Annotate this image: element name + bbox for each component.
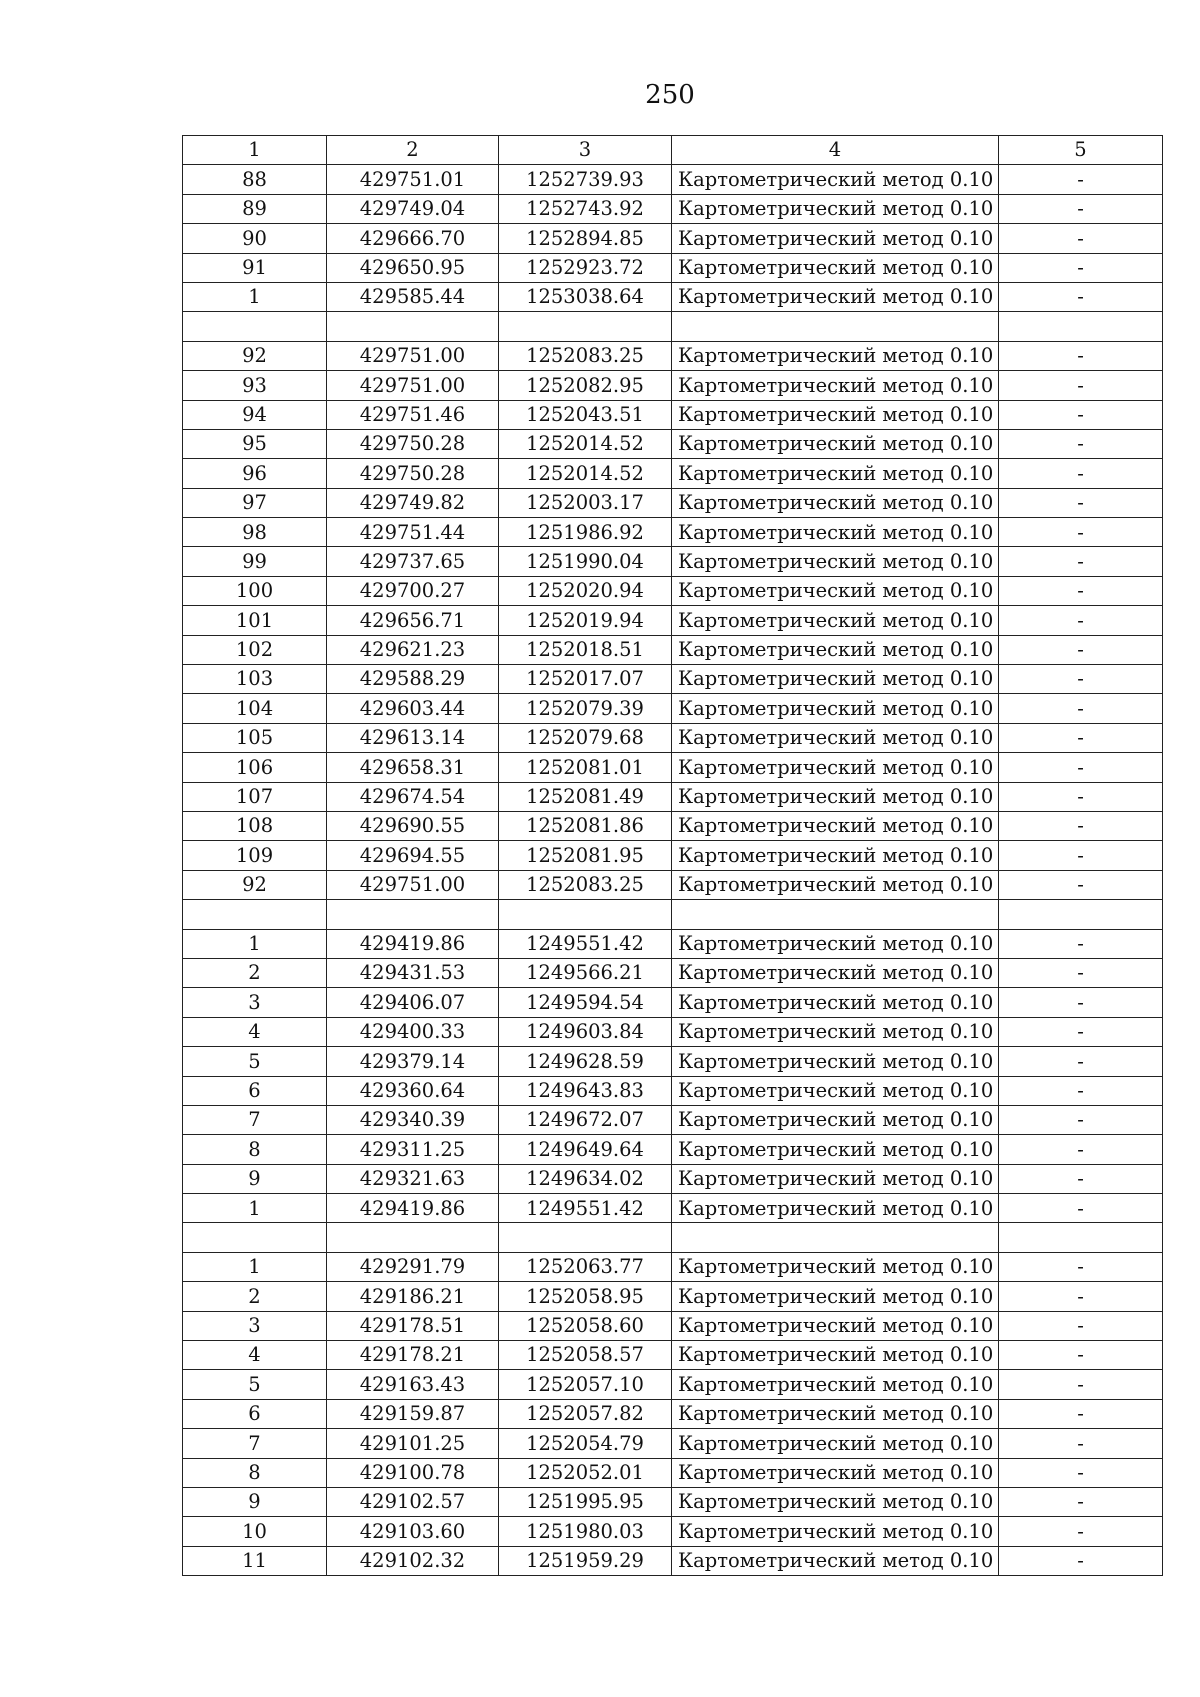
y-coordinate-cell: 1252054.79 <box>499 1429 672 1458</box>
method-cell: Картометрический метод 0.10 <box>672 1517 999 1546</box>
note-cell <box>999 1223 1163 1252</box>
y-coordinate-cell: 1252014.52 <box>499 429 672 458</box>
note-cell: - <box>999 341 1163 370</box>
point-number-cell: 7 <box>183 1429 327 1458</box>
table-row <box>183 576 1163 605</box>
y-coordinate-cell: 1252052.01 <box>499 1458 672 1487</box>
y-coordinate-cell: 1251959.29 <box>499 1546 672 1575</box>
point-number-cell: 6 <box>183 1076 327 1105</box>
method-cell: Картометрический метод 0.10 <box>672 194 999 223</box>
method-cell: Картометрический метод 0.10 <box>672 1370 999 1399</box>
table-row <box>183 1311 1163 1340</box>
x-coordinate-cell: 429431.53 <box>327 958 499 987</box>
method-cell: Картометрический метод 0.10 <box>672 547 999 576</box>
x-coordinate-cell: 429419.86 <box>327 929 499 958</box>
table-row <box>183 635 1163 664</box>
y-coordinate-cell: 1249672.07 <box>499 1105 672 1134</box>
point-number-cell: 5 <box>183 1047 327 1076</box>
x-coordinate-cell: 429340.39 <box>327 1105 499 1134</box>
method-cell: Картометрический метод 0.10 <box>672 1311 999 1340</box>
x-coordinate-cell: 429737.65 <box>327 547 499 576</box>
note-cell: - <box>999 1429 1163 1458</box>
method-cell: Картометрический метод 0.10 <box>672 1017 999 1046</box>
point-number-cell <box>183 900 327 929</box>
column-header: 5 <box>999 136 1163 165</box>
table-row <box>183 694 1163 723</box>
method-cell: Картометрический метод 0.10 <box>672 665 999 694</box>
point-number-cell: 9 <box>183 1487 327 1516</box>
table-row <box>183 929 1163 958</box>
x-coordinate-cell: 429690.55 <box>327 811 499 840</box>
column-header: 3 <box>499 136 672 165</box>
table-header-row <box>183 136 1163 165</box>
method-cell: Картометрический метод 0.10 <box>672 1164 999 1193</box>
note-cell: - <box>999 165 1163 194</box>
y-coordinate-cell: 1249594.54 <box>499 988 672 1017</box>
method-cell: Картометрический метод 0.10 <box>672 459 999 488</box>
y-coordinate-cell: 1252083.25 <box>499 341 672 370</box>
table-row <box>183 665 1163 694</box>
x-coordinate-cell: 429100.78 <box>327 1458 499 1487</box>
point-number-cell: 107 <box>183 782 327 811</box>
method-cell: Картометрический метод 0.10 <box>672 1105 999 1134</box>
x-coordinate-cell: 429102.57 <box>327 1487 499 1516</box>
table-row <box>183 606 1163 635</box>
note-cell: - <box>999 694 1163 723</box>
note-cell: - <box>999 811 1163 840</box>
method-cell: Картометрический метод 0.10 <box>672 282 999 311</box>
note-cell: - <box>999 429 1163 458</box>
y-coordinate-cell: 1249551.42 <box>499 1194 672 1223</box>
point-number-cell: 94 <box>183 400 327 429</box>
point-number-cell <box>183 1223 327 1252</box>
note-cell: - <box>999 782 1163 811</box>
y-coordinate-cell: 1252063.77 <box>499 1252 672 1281</box>
y-coordinate-cell: 1249628.59 <box>499 1047 672 1076</box>
point-number-cell: 104 <box>183 694 327 723</box>
x-coordinate-cell: 429749.82 <box>327 488 499 517</box>
x-coordinate-cell: 429749.04 <box>327 194 499 223</box>
table-row <box>183 1194 1163 1223</box>
x-coordinate-cell: 429603.44 <box>327 694 499 723</box>
note-cell: - <box>999 1047 1163 1076</box>
method-cell: Картометрический метод 0.10 <box>672 576 999 605</box>
column-header: 1 <box>183 136 327 165</box>
table-row <box>183 1076 1163 1105</box>
point-number-cell: 92 <box>183 341 327 370</box>
x-coordinate-cell: 429400.33 <box>327 1017 499 1046</box>
x-coordinate-cell: 429101.25 <box>327 1429 499 1458</box>
table-row <box>183 1370 1163 1399</box>
x-coordinate-cell: 429674.54 <box>327 782 499 811</box>
y-coordinate-cell <box>499 900 672 929</box>
table-row <box>183 723 1163 752</box>
x-coordinate-cell: 429658.31 <box>327 753 499 782</box>
x-coordinate-cell: 429311.25 <box>327 1135 499 1164</box>
table-row <box>183 811 1163 840</box>
y-coordinate-cell: 1252081.49 <box>499 782 672 811</box>
point-number-cell: 6 <box>183 1399 327 1428</box>
y-coordinate-cell: 1249634.02 <box>499 1164 672 1193</box>
y-coordinate-cell: 1251986.92 <box>499 518 672 547</box>
note-cell: - <box>999 1517 1163 1546</box>
point-number-cell: 101 <box>183 606 327 635</box>
x-coordinate-cell: 429419.86 <box>327 1194 499 1223</box>
method-cell <box>672 900 999 929</box>
y-coordinate-cell: 1252017.07 <box>499 665 672 694</box>
table-row <box>183 753 1163 782</box>
table-row <box>183 900 1163 929</box>
y-coordinate-cell: 1252057.10 <box>499 1370 672 1399</box>
note-cell: - <box>999 576 1163 605</box>
x-coordinate-cell: 429751.01 <box>327 165 499 194</box>
table-row <box>183 958 1163 987</box>
x-coordinate-cell: 429650.95 <box>327 253 499 282</box>
point-number-cell: 3 <box>183 988 327 1017</box>
x-coordinate-cell: 429186.21 <box>327 1282 499 1311</box>
note-cell: - <box>999 665 1163 694</box>
note-cell: - <box>999 400 1163 429</box>
point-number-cell: 11 <box>183 1546 327 1575</box>
table-row <box>183 1546 1163 1575</box>
table-row <box>183 1341 1163 1370</box>
y-coordinate-cell: 1252743.92 <box>499 194 672 223</box>
point-number-cell: 1 <box>183 1252 327 1281</box>
y-coordinate-cell: 1249643.83 <box>499 1076 672 1105</box>
point-number-cell: 97 <box>183 488 327 517</box>
point-number-cell: 93 <box>183 371 327 400</box>
method-cell: Картометрический метод 0.10 <box>672 341 999 370</box>
point-number-cell: 89 <box>183 194 327 223</box>
note-cell: - <box>999 194 1163 223</box>
point-number-cell: 4 <box>183 1341 327 1370</box>
y-coordinate-cell: 1252923.72 <box>499 253 672 282</box>
point-number-cell: 8 <box>183 1458 327 1487</box>
point-number-cell: 88 <box>183 165 327 194</box>
note-cell: - <box>999 635 1163 664</box>
table-row <box>183 1399 1163 1428</box>
y-coordinate-cell: 1252014.52 <box>499 459 672 488</box>
table-row <box>183 1047 1163 1076</box>
note-cell: - <box>999 1017 1163 1046</box>
y-coordinate-cell <box>499 312 672 341</box>
note-cell: - <box>999 929 1163 958</box>
y-coordinate-cell: 1252019.94 <box>499 606 672 635</box>
page-number: 250 <box>645 80 695 110</box>
note-cell: - <box>999 841 1163 870</box>
x-coordinate-cell <box>327 900 499 929</box>
y-coordinate-cell: 1249551.42 <box>499 929 672 958</box>
point-number-cell: 91 <box>183 253 327 282</box>
table-row <box>183 341 1163 370</box>
y-coordinate-cell: 1252083.25 <box>499 870 672 899</box>
column-header: 2 <box>327 136 499 165</box>
point-number-cell: 102 <box>183 635 327 664</box>
point-number-cell: 2 <box>183 1282 327 1311</box>
note-cell: - <box>999 1135 1163 1164</box>
method-cell <box>672 312 999 341</box>
x-coordinate-cell: 429360.64 <box>327 1076 499 1105</box>
table-row <box>183 224 1163 253</box>
note-cell: - <box>999 488 1163 517</box>
y-coordinate-cell: 1252079.68 <box>499 723 672 752</box>
table-row <box>183 194 1163 223</box>
note-cell: - <box>999 1458 1163 1487</box>
note-cell: - <box>999 371 1163 400</box>
point-number-cell: 5 <box>183 1370 327 1399</box>
method-cell: Картометрический метод 0.10 <box>672 518 999 547</box>
table-row <box>183 870 1163 899</box>
note-cell: - <box>999 1311 1163 1340</box>
x-coordinate-cell: 429621.23 <box>327 635 499 664</box>
point-number-cell: 109 <box>183 841 327 870</box>
y-coordinate-cell: 1252081.95 <box>499 841 672 870</box>
method-cell: Картометрический метод 0.10 <box>672 488 999 517</box>
table-row <box>183 459 1163 488</box>
note-cell: - <box>999 518 1163 547</box>
x-coordinate-cell: 429750.28 <box>327 459 499 488</box>
table-row <box>183 1135 1163 1164</box>
y-coordinate-cell: 1249603.84 <box>499 1017 672 1046</box>
method-cell: Картометрический метод 0.10 <box>672 606 999 635</box>
table-row <box>183 988 1163 1017</box>
note-cell: - <box>999 1487 1163 1516</box>
method-cell: Картометрический метод 0.10 <box>672 958 999 987</box>
x-coordinate-cell <box>327 1223 499 1252</box>
x-coordinate-cell: 429178.51 <box>327 1311 499 1340</box>
x-coordinate-cell: 429751.00 <box>327 341 499 370</box>
table-row <box>183 1517 1163 1546</box>
method-cell: Картометрический метод 0.10 <box>672 1252 999 1281</box>
point-number-cell: 106 <box>183 753 327 782</box>
y-coordinate-cell <box>499 1223 672 1252</box>
y-coordinate-cell: 1249649.64 <box>499 1135 672 1164</box>
point-number-cell: 92 <box>183 870 327 899</box>
table-row <box>183 841 1163 870</box>
table-row <box>183 371 1163 400</box>
method-cell: Картометрический метод 0.10 <box>672 782 999 811</box>
x-coordinate-cell: 429178.21 <box>327 1341 499 1370</box>
method-cell: Картометрический метод 0.10 <box>672 400 999 429</box>
note-cell: - <box>999 1194 1163 1223</box>
note-cell: - <box>999 958 1163 987</box>
y-coordinate-cell: 1252739.93 <box>499 165 672 194</box>
note-cell: - <box>999 870 1163 899</box>
point-number-cell: 100 <box>183 576 327 605</box>
method-cell: Картометрический метод 0.10 <box>672 1341 999 1370</box>
method-cell: Картометрический метод 0.10 <box>672 1194 999 1223</box>
note-cell <box>999 312 1163 341</box>
note-cell: - <box>999 1105 1163 1134</box>
x-coordinate-cell: 429751.00 <box>327 371 499 400</box>
table-row <box>183 1223 1163 1252</box>
table-row <box>183 782 1163 811</box>
note-cell: - <box>999 282 1163 311</box>
method-cell: Картометрический метод 0.10 <box>672 1076 999 1105</box>
y-coordinate-cell: 1251980.03 <box>499 1517 672 1546</box>
method-cell: Картометрический метод 0.10 <box>672 870 999 899</box>
x-coordinate-cell: 429163.43 <box>327 1370 499 1399</box>
y-coordinate-cell: 1252043.51 <box>499 400 672 429</box>
point-number-cell: 108 <box>183 811 327 840</box>
y-coordinate-cell: 1252058.57 <box>499 1341 672 1370</box>
method-cell: Картометрический метод 0.10 <box>672 253 999 282</box>
x-coordinate-cell: 429291.79 <box>327 1252 499 1281</box>
method-cell: Картометрический метод 0.10 <box>672 811 999 840</box>
y-coordinate-cell: 1252894.85 <box>499 224 672 253</box>
point-number-cell: 99 <box>183 547 327 576</box>
note-cell: - <box>999 547 1163 576</box>
x-coordinate-cell: 429700.27 <box>327 576 499 605</box>
x-coordinate-cell: 429379.14 <box>327 1047 499 1076</box>
table-row <box>183 253 1163 282</box>
point-number-cell: 10 <box>183 1517 327 1546</box>
method-cell: Картометрический метод 0.10 <box>672 1546 999 1575</box>
method-cell: Картометрический метод 0.10 <box>672 694 999 723</box>
method-cell: Картометрический метод 0.10 <box>672 1399 999 1428</box>
table-row <box>183 1282 1163 1311</box>
coordinates-table <box>182 135 1163 1576</box>
point-number-cell: 1 <box>183 282 327 311</box>
point-number-cell <box>183 312 327 341</box>
note-cell: - <box>999 224 1163 253</box>
x-coordinate-cell: 429321.63 <box>327 1164 499 1193</box>
method-cell <box>672 1223 999 1252</box>
table-row <box>183 312 1163 341</box>
method-cell: Картометрический метод 0.10 <box>672 929 999 958</box>
table-body <box>183 165 1163 1576</box>
method-cell: Картометрический метод 0.10 <box>672 371 999 400</box>
y-coordinate-cell: 1252018.51 <box>499 635 672 664</box>
point-number-cell: 1 <box>183 1194 327 1223</box>
y-coordinate-cell: 1252079.39 <box>499 694 672 723</box>
x-coordinate-cell: 429102.32 <box>327 1546 499 1575</box>
point-number-cell: 2 <box>183 958 327 987</box>
note-cell: - <box>999 988 1163 1017</box>
y-coordinate-cell: 1253038.64 <box>499 282 672 311</box>
table-row <box>183 1429 1163 1458</box>
point-number-cell: 103 <box>183 665 327 694</box>
y-coordinate-cell: 1252081.01 <box>499 753 672 782</box>
note-cell: - <box>999 1341 1163 1370</box>
method-cell: Картометрический метод 0.10 <box>672 165 999 194</box>
x-coordinate-cell: 429751.46 <box>327 400 499 429</box>
x-coordinate-cell: 429694.55 <box>327 841 499 870</box>
x-coordinate-cell: 429585.44 <box>327 282 499 311</box>
point-number-cell: 95 <box>183 429 327 458</box>
table-row <box>183 400 1163 429</box>
method-cell: Картометрический метод 0.10 <box>672 1047 999 1076</box>
point-number-cell: 98 <box>183 518 327 547</box>
y-coordinate-cell: 1252057.82 <box>499 1399 672 1428</box>
table-row <box>183 165 1163 194</box>
method-cell: Картометрический метод 0.10 <box>672 1282 999 1311</box>
table-row <box>183 547 1163 576</box>
point-number-cell: 8 <box>183 1135 327 1164</box>
y-coordinate-cell: 1251990.04 <box>499 547 672 576</box>
x-coordinate-cell: 429159.87 <box>327 1399 499 1428</box>
method-cell: Картометрический метод 0.10 <box>672 635 999 664</box>
x-coordinate-cell: 429751.44 <box>327 518 499 547</box>
table-row <box>183 1164 1163 1193</box>
table-row <box>183 1458 1163 1487</box>
note-cell: - <box>999 253 1163 282</box>
y-coordinate-cell: 1252003.17 <box>499 488 672 517</box>
table-row <box>183 1105 1163 1134</box>
table-row <box>183 429 1163 458</box>
method-cell: Картометрический метод 0.10 <box>672 1487 999 1516</box>
note-cell: - <box>999 1282 1163 1311</box>
note-cell: - <box>999 723 1163 752</box>
y-coordinate-cell: 1251995.95 <box>499 1487 672 1516</box>
method-cell: Картометрический метод 0.10 <box>672 988 999 1017</box>
y-coordinate-cell: 1252058.95 <box>499 1282 672 1311</box>
x-coordinate-cell: 429751.00 <box>327 870 499 899</box>
table-row <box>183 488 1163 517</box>
point-number-cell: 4 <box>183 1017 327 1046</box>
table-row <box>183 518 1163 547</box>
table-row <box>183 1252 1163 1281</box>
x-coordinate-cell: 429656.71 <box>327 606 499 635</box>
point-number-cell: 105 <box>183 723 327 752</box>
note-cell: - <box>999 753 1163 782</box>
y-coordinate-cell: 1252020.94 <box>499 576 672 605</box>
y-coordinate-cell: 1252082.95 <box>499 371 672 400</box>
table-row <box>183 1487 1163 1516</box>
x-coordinate-cell: 429406.07 <box>327 988 499 1017</box>
table-row <box>183 1017 1163 1046</box>
method-cell: Картометрический метод 0.10 <box>672 1458 999 1487</box>
point-number-cell: 9 <box>183 1164 327 1193</box>
note-cell: - <box>999 1252 1163 1281</box>
x-coordinate-cell: 429588.29 <box>327 665 499 694</box>
method-cell: Картометрический метод 0.10 <box>672 1429 999 1458</box>
point-number-cell: 96 <box>183 459 327 488</box>
method-cell: Картометрический метод 0.10 <box>672 429 999 458</box>
method-cell: Картометрический метод 0.10 <box>672 224 999 253</box>
x-coordinate-cell: 429666.70 <box>327 224 499 253</box>
note-cell: - <box>999 459 1163 488</box>
method-cell: Картометрический метод 0.10 <box>672 1135 999 1164</box>
note-cell: - <box>999 1546 1163 1575</box>
note-cell: - <box>999 1164 1163 1193</box>
y-coordinate-cell: 1249566.21 <box>499 958 672 987</box>
note-cell: - <box>999 606 1163 635</box>
x-coordinate-cell: 429613.14 <box>327 723 499 752</box>
note-cell <box>999 900 1163 929</box>
method-cell: Картометрический метод 0.10 <box>672 723 999 752</box>
point-number-cell: 7 <box>183 1105 327 1134</box>
method-cell: Картометрический метод 0.10 <box>672 841 999 870</box>
x-coordinate-cell <box>327 312 499 341</box>
x-coordinate-cell: 429750.28 <box>327 429 499 458</box>
point-number-cell: 1 <box>183 929 327 958</box>
note-cell: - <box>999 1076 1163 1105</box>
y-coordinate-cell: 1252058.60 <box>499 1311 672 1340</box>
point-number-cell: 3 <box>183 1311 327 1340</box>
y-coordinate-cell: 1252081.86 <box>499 811 672 840</box>
note-cell: - <box>999 1399 1163 1428</box>
x-coordinate-cell: 429103.60 <box>327 1517 499 1546</box>
note-cell: - <box>999 1370 1163 1399</box>
table-row <box>183 282 1163 311</box>
point-number-cell: 90 <box>183 224 327 253</box>
column-header: 4 <box>672 136 999 165</box>
method-cell: Картометрический метод 0.10 <box>672 753 999 782</box>
